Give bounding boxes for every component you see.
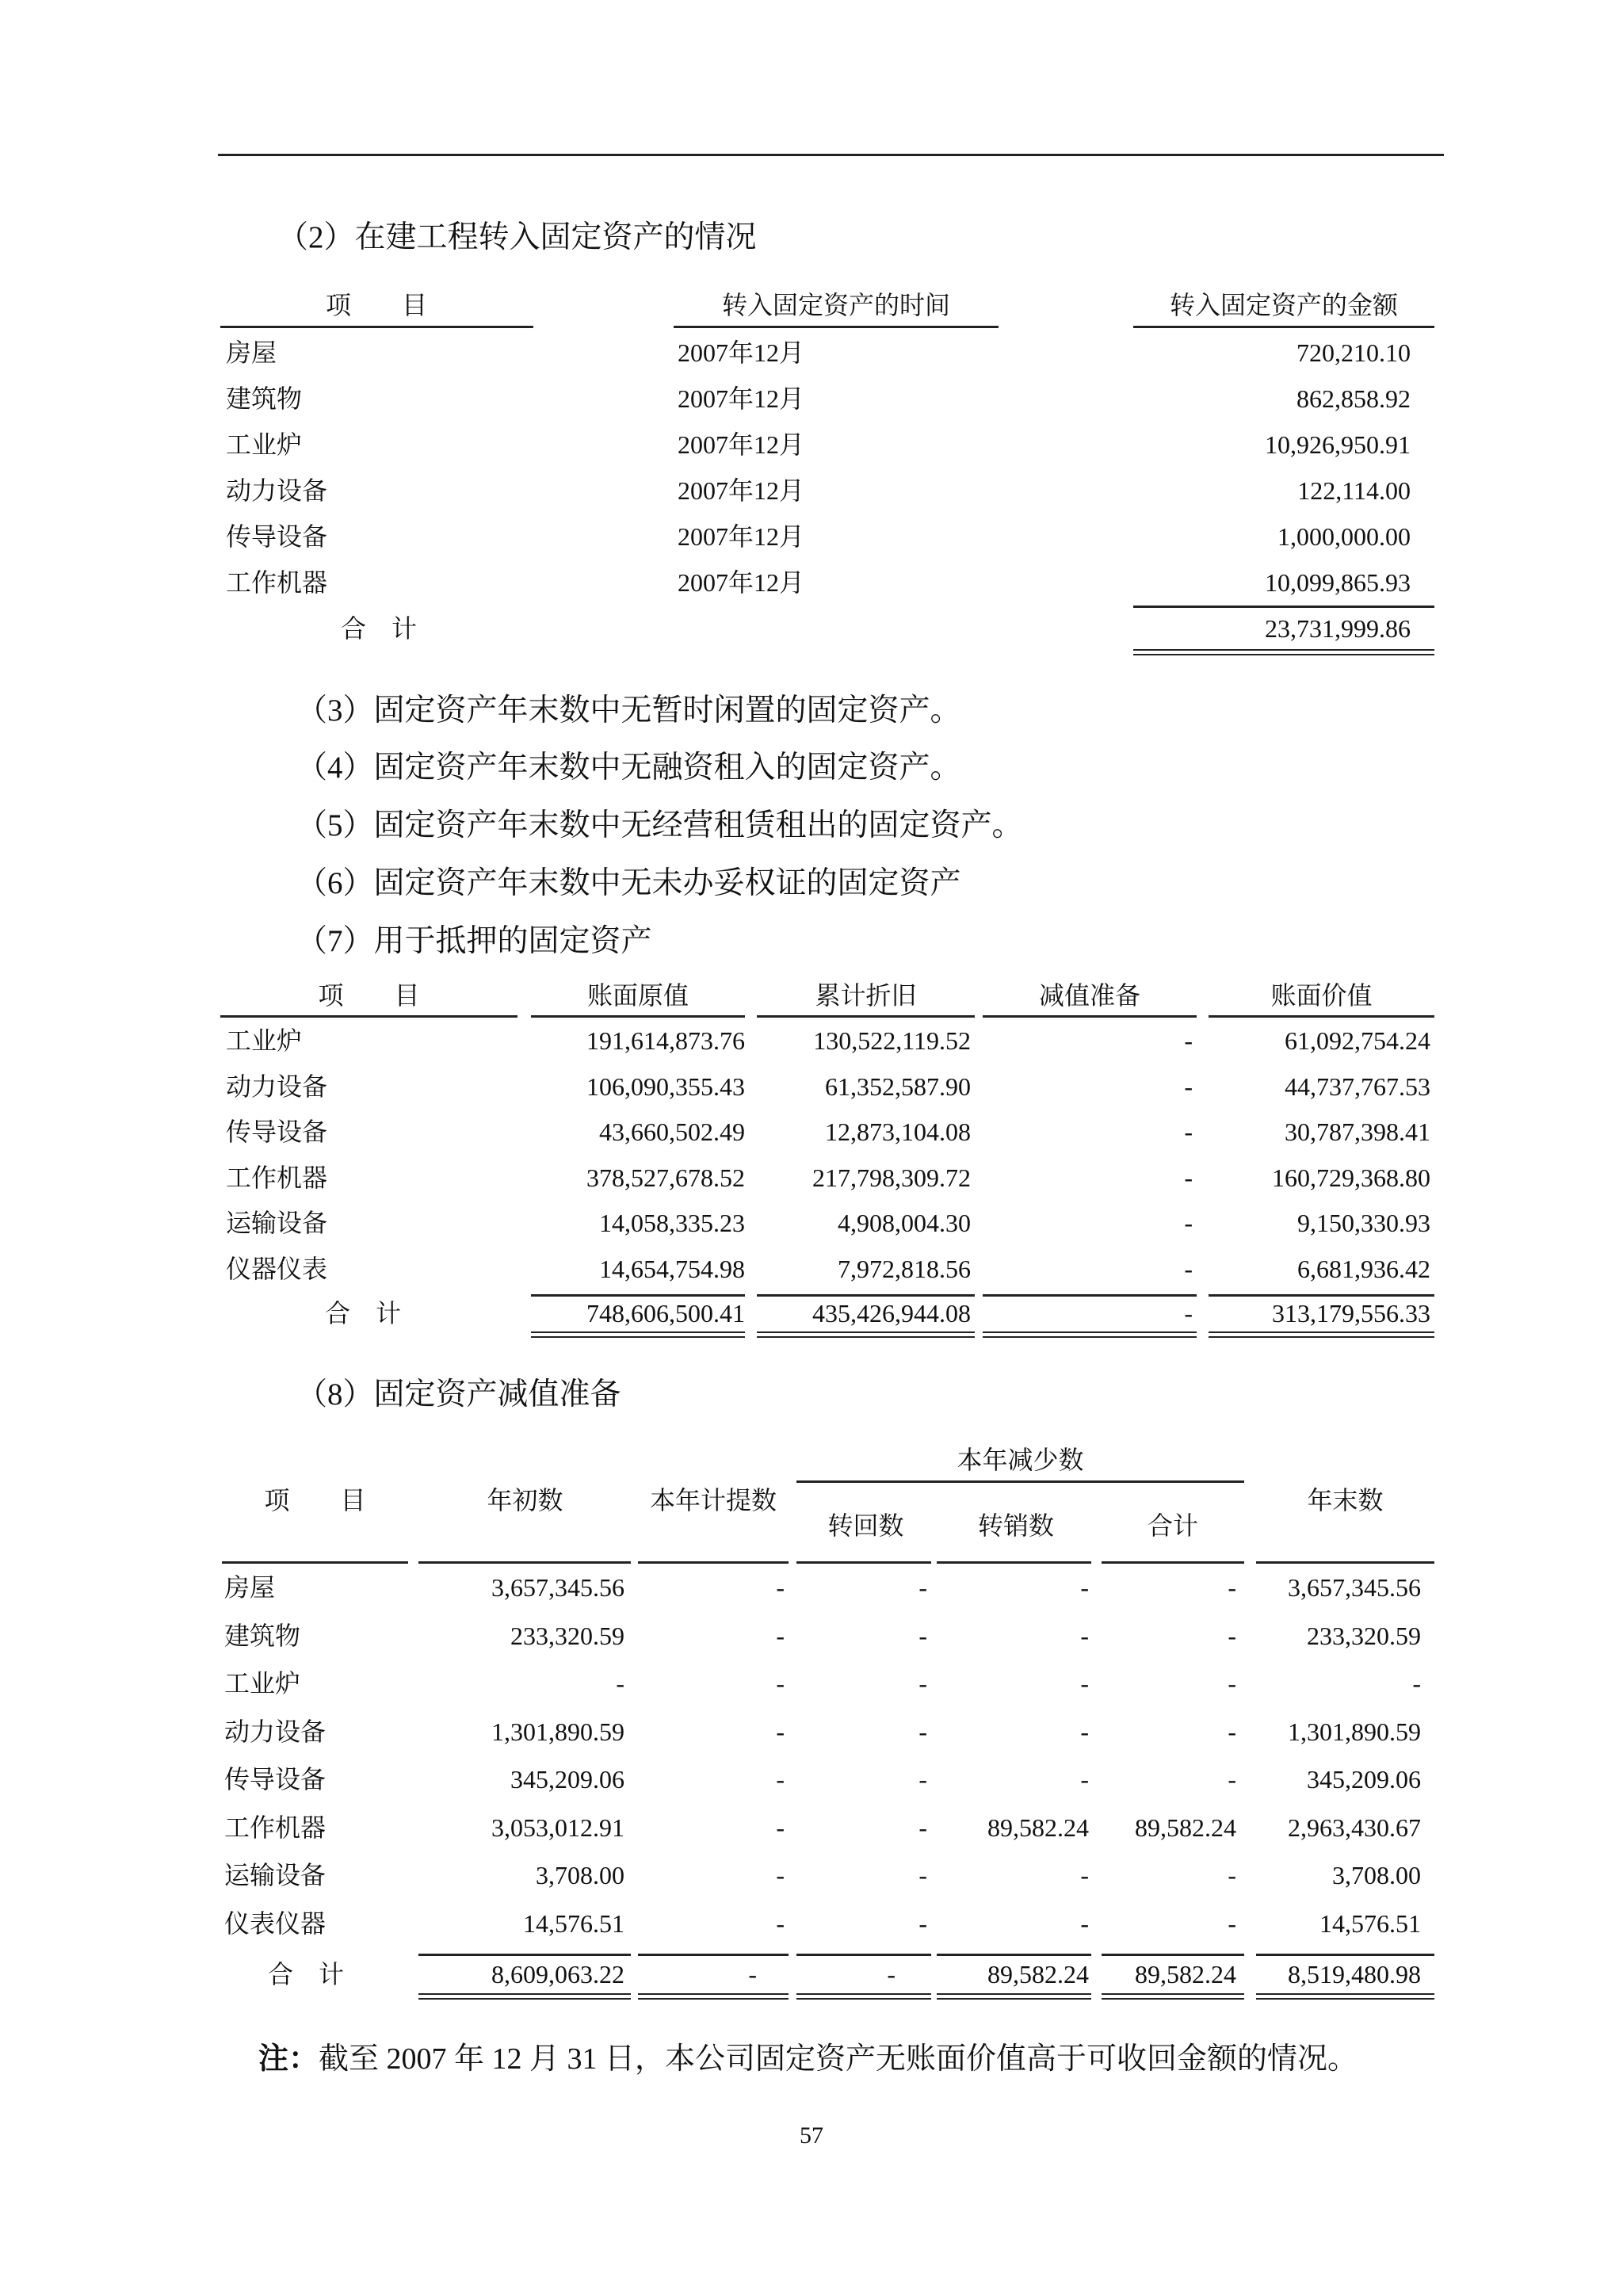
t2-header-time: 转入固定资产的时间 [721,291,950,319]
t7-header-book-value: 账面价值 [1270,981,1373,1010]
t8-row-value: 345,209.06 [1307,1765,1421,1794]
t8-row-item: 运输设备 [224,1861,327,1889]
t8-total-value: 89,582.24 [1135,1960,1236,1988]
t7-header-rule [1209,1015,1434,1018]
t2-row-amount: 720,210.10 [1296,338,1411,367]
t7-header-item: 项 目 [318,981,420,1010]
t8-row-value: - [1080,1669,1089,1698]
page-number: 57 [800,2122,823,2149]
t8-row-value: - [776,1765,785,1794]
t7-header-cost: 账面原值 [586,981,689,1010]
t2-row-time: 2007年12月 [678,568,805,597]
t8-row-value: 3,657,345.56 [1288,1573,1421,1602]
t7-row-value: 14,058,335.23 [599,1209,745,1237]
t8-row-value: - [1080,1622,1089,1650]
note-item: （5）固定资产年末数中无经营租赁租出的固定资产。 [296,808,1023,842]
t2-row-amount: 10,926,950.91 [1265,430,1411,459]
t7-row-value: 14,654,754.98 [599,1255,745,1283]
t8-header-rule [796,1561,931,1564]
t8-row-value: - [918,1909,927,1938]
t7-row-value: 30,787,398.41 [1285,1117,1430,1146]
t8-row-value: - [1228,1622,1236,1650]
t7-row-value: 61,352,587.90 [825,1072,971,1101]
t7-row-item: 工作机器 [226,1163,328,1192]
section-8-title: （8）固定资产减值准备 [296,1377,621,1412]
t2-row-item: 建筑物 [226,384,303,413]
t8-row-value: - [918,1669,927,1698]
t7-header-rule [757,1015,975,1018]
t8-header-writeoff: 转销数 [977,1511,1054,1540]
t2-subtotal-rule [1133,606,1434,608]
t8-row-item: 建筑物 [224,1622,301,1650]
t7-subtotal-rule [757,1294,975,1297]
t8-total-value: - [748,1960,757,1988]
t8-header-subtotal: 合计 [1147,1511,1198,1540]
t7-row-value: 7,972,818.56 [838,1255,971,1283]
t7-row-value: 61,092,754.24 [1285,1026,1430,1055]
t7-row-value: 160,729,368.80 [1272,1163,1430,1192]
t2-row-item: 传导设备 [226,522,328,551]
t7-total-value: 748,606,500.41 [586,1299,745,1328]
t8-total-double-rule [796,1993,931,2000]
t2-row-item: 工业炉 [226,430,303,459]
t8-row-value: - [918,1717,927,1746]
t8-row-value: - [776,1717,785,1746]
t2-header-rule-time [674,326,999,328]
t8-row-value: - [776,1861,785,1889]
t7-row-item: 传导设备 [226,1117,328,1146]
t8-header-provision: 本年计提数 [649,1486,777,1515]
t2-row-item: 房屋 [226,338,277,367]
t7-row-value: 4,908,004.30 [838,1209,971,1237]
t7-row-value: 106,090,355.43 [586,1072,745,1101]
t7-row-item: 运输设备 [226,1209,328,1237]
t8-header-reversal: 转回数 [827,1511,904,1540]
t8-row-value: - [1080,1573,1089,1602]
t8-row-value: - [918,1861,927,1889]
t8-row-item: 仪表仪器 [224,1909,327,1938]
t2-header-item: 项 目 [325,291,427,319]
t8-total-double-rule [418,1993,631,2000]
t7-total-double-rule [1209,1331,1434,1338]
t8-total-value: 8,519,480.98 [1288,1960,1421,1988]
t2-row-time: 2007年12月 [678,384,805,413]
t8-row-value: - [776,1622,785,1650]
t8-row-value: - [1080,1909,1089,1938]
t7-row-value: 191,614,873.76 [586,1026,745,1055]
t8-row-value: - [616,1669,624,1698]
note-item: （6）固定资产年末数中无未办妥权证的固定资产 [296,866,961,900]
header-rule [218,154,1444,156]
t7-row-value: - [1184,1072,1193,1101]
t7-row-value: 378,527,678.52 [586,1163,745,1192]
t8-row-item: 动力设备 [224,1717,327,1746]
t2-row-amount: 1,000,000.00 [1277,522,1411,551]
t2-row-time: 2007年12月 [678,522,805,551]
t8-subtotal-rule [1256,1954,1434,1956]
t8-total-value: 8,609,063.22 [491,1960,624,1988]
t2-total-label: 合 计 [341,614,418,643]
t8-header-begin: 年初数 [487,1486,563,1515]
t7-total-value: 435,426,944.08 [812,1299,971,1328]
t7-total-label: 合 计 [325,1299,402,1328]
t8-header-rule [638,1561,789,1564]
footnote-text: 截至 2007 年 12 月 31 日，本公司固定资产无账面价值高于可收回金额的情况。 [319,2042,1358,2076]
t8-row-value: 233,320.59 [510,1622,624,1650]
t7-header-impairment: 减值准备 [1038,981,1140,1010]
footnote-label: 注： [258,2042,319,2076]
t8-row-item: 工业炉 [224,1669,301,1698]
t8-row-value: - [918,1765,927,1794]
t8-row-item: 工作机器 [224,1813,327,1842]
t8-row-value: 1,301,890.59 [491,1717,624,1746]
t7-row-value: 43,660,502.49 [599,1117,745,1146]
t7-row-item: 动力设备 [226,1072,328,1101]
t8-subtotal-rule [638,1954,789,1956]
t8-row-value: - [918,1622,927,1650]
t8-header-end: 年末数 [1307,1486,1384,1515]
t8-row-value: - [776,1909,785,1938]
t7-row-value: 130,522,119.52 [813,1026,971,1055]
t2-header-rule-amount [1133,326,1434,328]
t2-header-amount: 转入固定资产的金额 [1169,291,1398,319]
t8-row-value: 3,053,012.91 [491,1813,624,1842]
t8-row-value: 233,320.59 [1307,1622,1421,1650]
section-2-title: （2）在建工程转入固定资产的情况 [277,220,757,254]
t2-total-double-rule [1133,649,1434,655]
footnote [258,2034,1358,2077]
t2-row-amount: 10,099,865.93 [1265,568,1411,597]
t7-row-value: 217,798,309.72 [812,1163,971,1192]
t7-total-value: 313,179,556.33 [1272,1299,1430,1328]
note-item: （7）用于抵押的固定资产 [296,924,652,958]
t2-total-amount: 23,731,999.86 [1265,614,1411,643]
t7-row-value: - [1184,1026,1193,1055]
t7-header-rule [220,1015,517,1018]
t8-row-value: - [918,1573,927,1602]
t7-row-value: 6,681,936.42 [1297,1255,1430,1283]
t8-total-double-rule [638,1993,789,2000]
t8-subtotal-rule [418,1954,631,1956]
t8-row-value: - [776,1669,785,1698]
t8-row-value: - [1080,1717,1089,1746]
t7-row-value: 44,737,767.53 [1285,1072,1430,1101]
t8-total-value: 89,582.24 [987,1960,1089,1988]
t2-header-rule-item [220,326,533,328]
t7-row-value: - [1184,1209,1193,1237]
t8-row-value: 1,301,890.59 [1288,1717,1421,1746]
t8-total-double-rule [1102,1993,1244,2000]
t2-row-amount: 122,114.00 [1297,476,1411,505]
t8-row-value: - [918,1813,927,1842]
t8-row-value: 14,576.51 [1319,1909,1421,1938]
t8-row-value: 89,582.24 [1135,1813,1236,1842]
t8-row-value: 3,708.00 [536,1861,624,1889]
t8-row-value: - [1228,1909,1236,1938]
t8-row-value: 2,963,430.67 [1288,1813,1421,1842]
note-item: （4）固定资产年末数中无融资租入的固定资产。 [296,751,961,785]
t7-row-value: 9,150,330.93 [1297,1209,1430,1237]
t8-header-rule [222,1561,408,1564]
t2-row-time: 2007年12月 [678,430,805,459]
t7-total-double-rule [983,1331,1197,1338]
t8-row-value: - [1412,1669,1421,1698]
t2-row-time: 2007年12月 [678,338,805,367]
t7-row-value: - [1184,1163,1193,1192]
t8-row-value: - [1228,1669,1236,1698]
note-item: （3）固定资产年末数中无暂时闲置的固定资产。 [296,693,961,728]
t8-subtotal-rule [937,1954,1091,1956]
t8-row-value: 345,209.06 [510,1765,624,1794]
t8-row-value: - [1080,1765,1089,1794]
t8-row-value: - [776,1573,785,1602]
t8-row-value: - [1228,1861,1236,1889]
t8-row-value: - [776,1813,785,1842]
t8-row-value: 14,576.51 [523,1909,624,1938]
t8-decrease-rule [796,1480,1244,1483]
t7-total-double-rule [757,1331,975,1338]
t8-row-value: - [1228,1765,1236,1794]
t8-row-item: 传导设备 [224,1765,327,1794]
t7-subtotal-rule [983,1294,1197,1297]
t7-header-rule [983,1015,1197,1018]
t8-subtotal-rule [1102,1954,1244,1956]
t8-header-item: 项 目 [264,1486,366,1515]
t7-header-depreciation: 累计折旧 [815,981,917,1010]
t8-row-value: - [1080,1861,1089,1889]
t8-row-value: - [1228,1717,1236,1746]
t7-subtotal-rule [1209,1294,1434,1297]
t7-row-value: 12,873,104.08 [825,1117,971,1146]
t8-header-rule [1102,1561,1244,1564]
t7-total-value: - [1184,1299,1193,1328]
t8-header-decrease: 本年减少数 [957,1446,1084,1474]
t2-row-time: 2007年12月 [678,476,805,505]
t8-header-rule [418,1561,631,1564]
t8-row-value: 3,708.00 [1332,1861,1421,1889]
t8-subtotal-rule [796,1954,931,1956]
t8-row-item: 房屋 [224,1573,276,1602]
t8-row-value: 3,657,345.56 [491,1573,624,1602]
t8-total-value: - [887,1960,896,1988]
t7-total-double-rule [531,1331,745,1338]
t8-row-value: 89,582.24 [987,1813,1089,1842]
t7-row-value: - [1184,1255,1193,1283]
t2-row-item: 动力设备 [226,476,328,505]
t8-header-rule [1256,1561,1434,1564]
t7-row-value: - [1184,1117,1193,1146]
t7-row-item: 工业炉 [226,1026,303,1055]
t2-row-amount: 862,858.92 [1296,384,1411,413]
t8-row-value: - [1228,1573,1236,1602]
t8-total-label: 合 计 [268,1960,345,1988]
t8-total-double-rule [937,1993,1091,2000]
t2-row-item: 工作机器 [226,568,328,597]
t7-subtotal-rule [531,1294,745,1297]
t7-header-rule [531,1015,745,1018]
t7-row-item: 仪器仪表 [226,1255,328,1283]
t8-total-double-rule [1256,1993,1434,2000]
t8-header-rule [937,1561,1091,1564]
